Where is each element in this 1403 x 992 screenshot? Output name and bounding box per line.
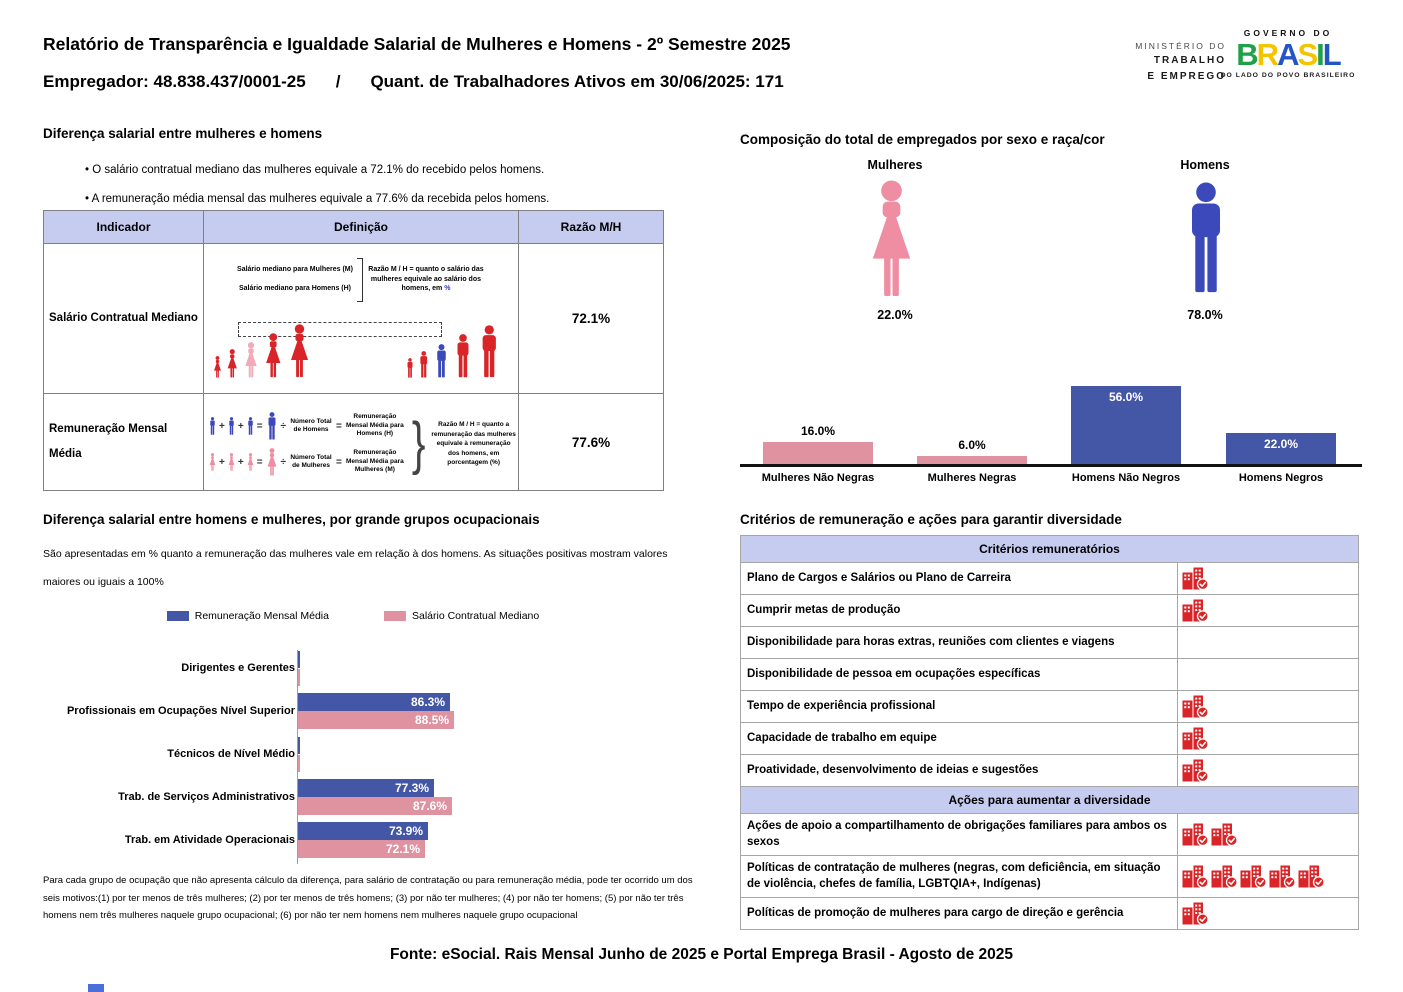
female-figure-icon <box>265 448 279 476</box>
female-figure-icon <box>227 453 236 471</box>
median-label-women: Salário mediano para Mulheres (M) <box>237 266 353 274</box>
bullet-median-salary: • O salário contratual mediano das mulheres equivale a 72.1% do recebido pelos homens. <box>85 156 665 185</box>
criteria-row-label: Capacidade de trabalho em equipe <box>741 723 1178 755</box>
criteria-row-label: Proatividade, desenvolvimento de ideias e sugestões <box>741 755 1178 787</box>
brasil-logo-letter: B <box>1236 37 1257 72</box>
table-row-mean-remuneration <box>44 394 664 491</box>
brasil-logo-letter: S <box>1297 37 1317 72</box>
plus-operator: + <box>237 456 244 468</box>
criteria-row-label: Disponibilidade para horas extras, reuniões com clientes e viagens <box>741 627 1178 659</box>
bar-category-label: Homens Negros <box>1238 472 1324 484</box>
female-figure-icon <box>225 349 240 378</box>
gov-logo-top-text: GOVERNO DO <box>1243 28 1333 38</box>
criteria-row-icons <box>1178 563 1359 595</box>
male-icon-glyph <box>1178 182 1234 294</box>
occupation-chart-title: Diferença salarial entre homens e mulheres, por grande grupos ocupacionais <box>43 512 540 527</box>
female-figure-icon <box>246 453 255 471</box>
occupation-category-label: Técnicos de Nível Médio <box>167 748 295 760</box>
bar-value-label: 77.3% <box>394 781 429 795</box>
brasil-logo-wordmark <box>1218 39 1358 70</box>
criteria-row-label: Tempo de experiência profissional <box>741 691 1178 723</box>
criteria-section-header: Ações para aumentar a diversidade <box>741 787 1359 814</box>
criteria-row-label: Ações de apoio a compartilhamento de obrigações familiares para ambos os sexos <box>741 814 1178 856</box>
ministry-logo-line1: MINISTÉRIO DO <box>1135 41 1226 51</box>
plus-operator: + <box>219 420 225 432</box>
male-figure-icon <box>433 344 450 378</box>
ministry-logo-line2: TRABALHO <box>1153 55 1226 67</box>
salary-gap-table <box>43 210 664 491</box>
criteria-title: Critérios de remuneração e ações para garantir diversidade <box>740 512 1122 527</box>
formula-result-text: Remuneração Mensal Média para Mulheres (M) <box>345 449 404 474</box>
occupation-bar <box>298 737 300 754</box>
occupation-bar <box>298 797 452 815</box>
divide-operator: ÷ <box>280 420 287 432</box>
report-subtitle <box>43 72 784 92</box>
occupation-bar <box>298 669 300 686</box>
bar-category-label: Mulheres Não Negras <box>761 472 875 484</box>
median-people-pictogram <box>206 310 516 384</box>
criteria-row-label: Disponibilidade de pessoa em ocupações específicas <box>741 659 1178 691</box>
bar-value-label: 16.0% <box>800 424 836 438</box>
company-check-icon <box>1269 865 1296 888</box>
bar-value-label: 22.0% <box>1263 437 1299 451</box>
bullet-mean-remuneration: • A remuneração média mensal das mulheres equivale a 77.6% da recebida pelos homens. <box>85 185 665 214</box>
bracket-shape <box>357 258 363 302</box>
brace-shape: } <box>411 410 426 476</box>
criteria-row <box>741 898 1359 930</box>
occupation-category-label: Trab. em Atividade Operacionais <box>124 834 295 846</box>
criteria-section-header: Critérios remuneratórios <box>741 536 1359 563</box>
company-check-icon <box>1182 567 1209 590</box>
occupation-bar <box>298 822 428 840</box>
subtitle-separator: / <box>335 72 341 91</box>
plus-operator: + <box>219 456 225 468</box>
occupation-bar <box>298 711 454 729</box>
male-percentage: 78.0% <box>1187 308 1223 322</box>
female-group-label: Mulheres <box>867 158 923 172</box>
company-check-icon <box>1182 902 1209 925</box>
criteria-row-icons <box>1178 659 1359 691</box>
bar-value-label: 6.0% <box>958 438 986 452</box>
female-figure-icon <box>262 333 285 378</box>
company-check-icon <box>1298 865 1325 888</box>
gov-logo-tagline: DO LADO DO POVO BRASILEIRO <box>1220 72 1356 79</box>
report-title: Relatório de Transparência e Igualdade Salarial de Mulheres e Homens - 2º Semestre 2025 <box>43 34 791 54</box>
active-workers-count: Quant. de Trabalhadores Ativos em 30/06/2025: 171 <box>370 72 784 91</box>
men-mean-formula <box>208 412 406 440</box>
ministry-logo <box>1096 40 1226 84</box>
company-check-icon <box>1240 865 1267 888</box>
definition-mean-diagram <box>204 394 519 491</box>
criteria-row-label: Cumprir metas de produção <box>741 595 1178 627</box>
source-footer: Fonte: eSocial. Rais Mensal Junho de 2025 e Portal Emprega Brasil - Agosto de 2025 <box>389 946 1014 963</box>
women-figures-group <box>212 324 313 378</box>
occupation-bar <box>298 840 425 858</box>
employer-id: Empregador: 48.838.437/0001-25 <box>43 72 306 91</box>
criteria-row-label: Plano de Cargos e Salários ou Plano de Carreira <box>741 563 1178 595</box>
male-figure-icon <box>227 417 236 435</box>
divide-operator: ÷ <box>280 456 287 468</box>
criteria-row-label: Políticas de contratação de mulheres (negras, com deficiência, em situação de violência, chefes de família, LGBTQIA+, Indígenas) <box>741 856 1178 898</box>
occupation-chart-footnote: Para cada grupo de ocupação que não apresenta cálculo da diferença, para salário de contratação ou para remuneração média, pode ter ocorrido um dos seis motivos:(1) por ter menos de três mulheres; (2) por ter menos de três homens; (3) por não ter mulheres; (4) por não ter homens; (5) por não ter três homens nem três mulheres naquele grupo ocupacional; (6) por não ter nem homens nem mulheres naquele grupo ocupacional <box>43 875 693 921</box>
legend-label: Salário Contratual Mediano <box>411 610 540 622</box>
composition-bar <box>917 456 1027 464</box>
bar-value-label: 86.3% <box>410 695 445 709</box>
criteria-row-icons <box>1178 755 1359 787</box>
criteria-section-header-row <box>741 787 1359 814</box>
brasil-logo-letter: L <box>1322 37 1340 72</box>
criteria-row-icons <box>1178 595 1359 627</box>
definition-median-diagram <box>204 244 519 394</box>
criteria-row-icons <box>1178 856 1359 898</box>
ratio-median-salary: 72.1% <box>519 244 664 394</box>
bar-category-label: Homens Não Negros <box>1071 472 1181 484</box>
occupation-bar-chart <box>43 650 663 864</box>
occupation-bar <box>298 651 300 668</box>
ministry-logo-line3: E EMPREGO <box>1147 70 1226 82</box>
stray-blue-mark <box>88 984 104 992</box>
criteria-row-icons <box>1178 898 1359 930</box>
occupation-category-label: Profissionais em Ocupações Nível Superior <box>66 705 295 717</box>
bar-value-label: 56.0% <box>1108 390 1144 404</box>
female-icon <box>862 180 921 303</box>
criteria-row-icons <box>1178 691 1359 723</box>
bar-value-label: 72.1% <box>385 842 420 856</box>
equals-operator: = <box>336 420 342 432</box>
male-icon <box>1178 182 1234 299</box>
median-ratio-explanation: Razão M / H = quanto o salário das mulheres equivale ao salário dos homens, em % <box>368 266 484 293</box>
indicator-median-salary: Salário Contratual Mediano <box>44 244 204 394</box>
legend-item <box>167 610 329 622</box>
legend-item <box>384 610 539 622</box>
bar-value-label: 87.6% <box>412 799 447 813</box>
ratio-mean-remuneration: 77.6% <box>519 394 664 491</box>
criteria-row <box>741 814 1359 856</box>
criteria-table <box>740 535 1359 930</box>
col-header-definicao: Definição <box>204 211 519 244</box>
bar-category-label: Mulheres Negras <box>927 472 1017 484</box>
equals-operator: = <box>336 456 342 468</box>
occupation-category-label: Trab. de Serviços Administrativos <box>118 791 295 803</box>
col-header-indicador: Indicador <box>44 211 204 244</box>
male-figure-icon <box>265 412 279 440</box>
criteria-row <box>741 563 1359 595</box>
table-row-median-salary <box>44 244 664 394</box>
male-figure-icon <box>476 325 503 378</box>
criteria-section-header-row <box>741 536 1359 563</box>
male-group-label: Homens <box>1180 158 1230 172</box>
criteria-row-icons <box>1178 627 1359 659</box>
criteria-row <box>741 627 1359 659</box>
criteria-row-label: Políticas de promoção de mulheres para cargo de direção e gerência <box>741 898 1178 930</box>
female-figure-icon <box>286 324 313 378</box>
female-icon-glyph <box>862 180 921 298</box>
composition-bar <box>763 442 873 464</box>
governo-do-brasil-logo <box>1218 28 1358 79</box>
company-check-icon <box>1182 759 1209 782</box>
occupation-category-label: Dirigentes e Gerentes <box>181 662 295 674</box>
brasil-logo-letter: I <box>1316 37 1323 72</box>
occupation-chart-legend <box>43 610 663 622</box>
mean-ratio-explanation: Razão M / H = quanto a remuneração das mulheres equivale à remuneração dos homens, em porcentagem (%) <box>431 421 516 467</box>
male-figure-icon <box>246 417 255 435</box>
legend-swatch <box>167 611 189 621</box>
formula-divisor-text: Número Total de Homens <box>290 417 332 433</box>
occupation-bar <box>298 779 434 797</box>
occupation-bar <box>298 693 450 711</box>
legend-label: Remuneração Mensal Média <box>194 610 329 622</box>
salary-gap-title: Diferença salarial entre mulheres e homens <box>43 126 323 141</box>
salary-gap-bullets <box>85 156 665 214</box>
plus-operator: = <box>256 456 263 468</box>
bar-value-label: 73.9% <box>388 824 423 838</box>
female-figure-icon <box>242 342 260 378</box>
criteria-row-icons <box>1178 814 1359 856</box>
formula-divisor-text: Número Total de Mulheres <box>290 453 332 469</box>
male-figure-icon <box>417 351 431 378</box>
criteria-row-icons <box>1178 723 1359 755</box>
women-mean-formula <box>208 448 406 476</box>
company-check-icon <box>1211 823 1238 846</box>
occupation-bar <box>298 755 300 772</box>
plus-operator: = <box>256 420 263 432</box>
female-percentage: 22.0% <box>877 308 913 322</box>
company-check-icon <box>1182 695 1209 718</box>
company-check-icon <box>1182 865 1209 888</box>
indicator-mean-remuneration: Remuneração Mensal Média <box>44 394 204 491</box>
men-figures-group <box>405 325 502 378</box>
legend-swatch <box>384 611 406 621</box>
criteria-row <box>741 691 1359 723</box>
criteria-row <box>741 755 1359 787</box>
company-check-icon <box>1182 599 1209 622</box>
plus-operator: + <box>237 420 244 432</box>
composition-title: Composição do total de empregados por sexo e raça/cor <box>740 132 1105 147</box>
criteria-row <box>741 659 1359 691</box>
company-check-icon <box>1211 865 1238 888</box>
occupation-chart-subtitle: São apresentadas em % quanto a remuneração das mulheres vale em relação à dos homens. As situações positivas mostram valores maiores ou iguais a 100% <box>43 548 668 588</box>
median-label-men: Salário mediano para Homens (H) <box>238 284 351 292</box>
company-check-icon <box>1182 727 1209 750</box>
company-check-icon <box>1182 823 1209 846</box>
composition-bar-chart <box>740 380 1362 492</box>
col-header-razao: Razão M/H <box>519 211 664 244</box>
male-figure-icon <box>405 358 415 378</box>
female-figure-icon <box>212 356 223 378</box>
male-figure-icon <box>208 417 217 435</box>
brasil-logo-letter: R <box>1256 37 1278 72</box>
criteria-row <box>741 723 1359 755</box>
criteria-row <box>741 856 1359 898</box>
formula-result-text: Remuneração Mensal Média para Homens (H) <box>345 413 404 438</box>
criteria-row <box>741 595 1359 627</box>
female-figure-icon <box>208 453 217 471</box>
bar-value-label: 88.5% <box>414 713 449 727</box>
x-axis-line <box>740 464 1362 467</box>
male-figure-icon <box>452 334 474 378</box>
brasil-logo-letter: A <box>1277 37 1298 72</box>
